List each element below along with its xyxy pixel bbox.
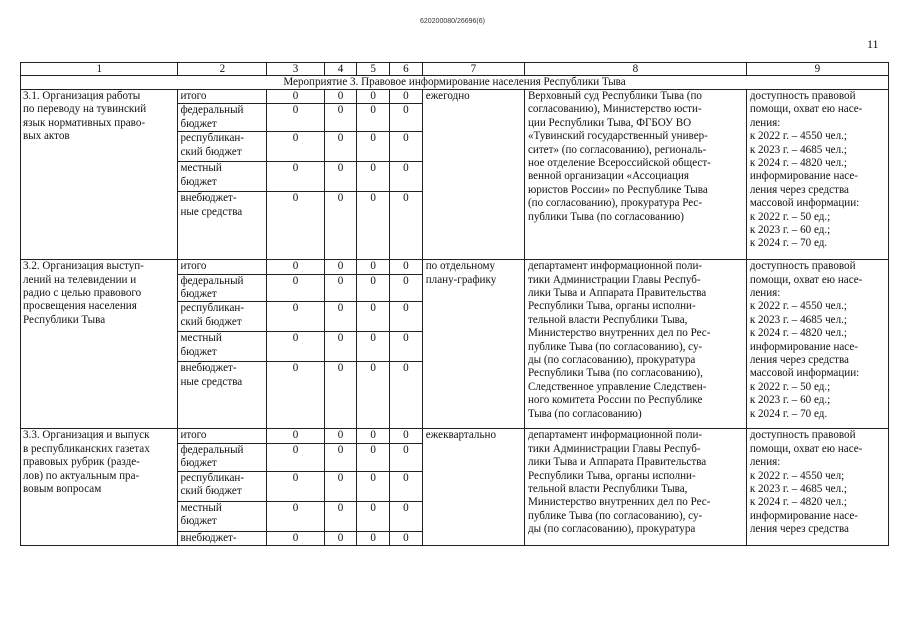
amount-cell: 0 xyxy=(324,302,357,332)
executors-cell: Верховный суд Республики Тыва (по согласованию), Министерство юсти- ции Республики Тыва, ФГБОУ ВО «Тувинский государственный универ- ситет» (по согласованию), региональ- ное отделение Всероссийской общест- венной организации «Ассоциация юристов России» по Республике Тыва (по согласованию), прокуратура Рес- публики Тыва (по согласованию) xyxy=(524,90,746,260)
funding-source: республикан- ский бюджет xyxy=(178,132,267,162)
funding-source: внебюджет- xyxy=(178,531,267,545)
executors-cell: департамент информационной поли- тики Администрации Главы Респуб- лики Тыва и Аппарата Правительства Республики Тыва, органы исполни- тельной власти Республики Тыва, Министерство внутренних дел по Рес- публике Тыва (по согласованию), су- ды (по согласованию), прокуратура xyxy=(524,429,746,546)
amount-cell: 0 xyxy=(324,471,357,501)
document-id: 620200080/26696(6) xyxy=(419,18,485,25)
column-number: 2 xyxy=(178,63,267,76)
amount-cell: 0 xyxy=(390,501,423,531)
column-number: 4 xyxy=(324,63,357,76)
amount-cell: 0 xyxy=(267,362,324,429)
amount-cell: 0 xyxy=(267,471,324,501)
amount-cell: 0 xyxy=(324,132,357,162)
amount-cell: 0 xyxy=(357,274,390,302)
table-row xyxy=(21,260,889,274)
funding-source: местный бюджет xyxy=(178,332,267,362)
amount-cell: 0 xyxy=(357,443,390,471)
period-cell: ежегодно xyxy=(422,90,524,260)
amount-cell: 0 xyxy=(390,429,423,443)
amount-cell: 0 xyxy=(267,104,324,132)
table-row xyxy=(21,90,889,104)
amount-cell: 0 xyxy=(324,104,357,132)
amount-cell: 0 xyxy=(324,531,357,545)
funding-source: республикан- ский бюджет xyxy=(178,471,267,501)
amount-cell: 0 xyxy=(390,443,423,471)
column-numbers-row xyxy=(21,63,889,76)
amount-cell: 0 xyxy=(357,362,390,429)
amount-cell: 0 xyxy=(357,501,390,531)
amount-cell: 0 xyxy=(267,332,324,362)
amount-cell: 0 xyxy=(390,162,423,192)
amount-cell: 0 xyxy=(390,260,423,274)
period-cell: ежеквартально xyxy=(422,429,524,546)
funding-source: итого xyxy=(178,429,267,443)
funding-source: местный бюджет xyxy=(178,162,267,192)
funding-source: федеральный бюджет xyxy=(178,443,267,471)
amount-cell: 0 xyxy=(357,132,390,162)
amount-cell: 0 xyxy=(267,443,324,471)
amount-cell: 0 xyxy=(357,302,390,332)
section-title-row xyxy=(21,76,889,90)
amount-cell: 0 xyxy=(357,104,390,132)
amount-cell: 0 xyxy=(324,260,357,274)
amount-cell: 0 xyxy=(267,90,324,104)
amount-cell: 0 xyxy=(324,90,357,104)
amount-cell: 0 xyxy=(357,332,390,362)
funding-source: внебюджет- ные средства xyxy=(178,192,267,260)
funding-source: федеральный бюджет xyxy=(178,104,267,132)
amount-cell: 0 xyxy=(267,132,324,162)
funding-source: республикан- ский бюджет xyxy=(178,302,267,332)
amount-cell: 0 xyxy=(390,192,423,260)
result-cell: доступность правовой помощи, охват ею насе- ления: к 2022 г. – 4550 чел.; к 2023 г. – 4685 чел.; к 2024 г. – 4820 чел.; информирование насе- ления через средства массовой информации: к 2022 г. – 50 ед.; к 2023 г. – 60 ед.; к 2024 г. – 70 ед. xyxy=(746,260,888,429)
section-title: Мероприятие 3. Правовое информирование населения Республики Тыва xyxy=(21,76,889,90)
amount-cell: 0 xyxy=(324,332,357,362)
measure-name: 3.3. Организация и выпуск в республиканских газетах правовых рубрик (разде- лов) по актуальным пра- вовым вопросам xyxy=(21,429,178,546)
amount-cell: 0 xyxy=(267,260,324,274)
amount-cell: 0 xyxy=(390,90,423,104)
amount-cell: 0 xyxy=(357,531,390,545)
amount-cell: 0 xyxy=(324,162,357,192)
amount-cell: 0 xyxy=(324,429,357,443)
column-number: 9 xyxy=(746,63,888,76)
amount-cell: 0 xyxy=(390,132,423,162)
amount-cell: 0 xyxy=(267,302,324,332)
amount-cell: 0 xyxy=(390,471,423,501)
amount-cell: 0 xyxy=(390,362,423,429)
column-number: 1 xyxy=(21,63,178,76)
amount-cell: 0 xyxy=(390,104,423,132)
amount-cell: 0 xyxy=(390,302,423,332)
amount-cell: 0 xyxy=(267,501,324,531)
amount-cell: 0 xyxy=(267,274,324,302)
column-number: 7 xyxy=(422,63,524,76)
amount-cell: 0 xyxy=(267,162,324,192)
amount-cell: 0 xyxy=(324,362,357,429)
amount-cell: 0 xyxy=(267,429,324,443)
amount-cell: 0 xyxy=(357,429,390,443)
amount-cell: 0 xyxy=(390,332,423,362)
amount-cell: 0 xyxy=(390,274,423,302)
funding-source: местный бюджет xyxy=(178,501,267,531)
column-number: 3 xyxy=(267,63,324,76)
amount-cell: 0 xyxy=(357,192,390,260)
measure-name: 3.2. Организация выступ- лений на телевидении и радио с целью правового просвещения населения Республики Тыва xyxy=(21,260,178,429)
funding-source: итого xyxy=(178,260,267,274)
column-number: 5 xyxy=(357,63,390,76)
funding-source: федеральный бюджет xyxy=(178,274,267,302)
amount-cell: 0 xyxy=(390,531,423,545)
amount-cell: 0 xyxy=(324,443,357,471)
result-cell: доступность правовой помощи, охват ею насе- ления: к 2022 г. – 4550 чел.; к 2023 г. – 4685 чел.; к 2024 г. – 4820 чел.; информирование насе- ления через средства массовой информации: к 2022 г. – 50 ед.; к 2023 г. – 60 ед.; к 2024 г. – 70 ед. xyxy=(746,90,888,260)
amount-cell: 0 xyxy=(357,471,390,501)
result-cell: доступность правовой помощи, охват ею насе- ления: к 2022 г. – 4550 чел; к 2023 г. – 4685 чел.; к 2024 г. – 4820 чел.; информирование насе- ления через средства xyxy=(746,429,888,546)
column-number: 6 xyxy=(390,63,423,76)
period-cell: по отдельному плану-графику xyxy=(422,260,524,429)
page-number: 11 xyxy=(867,37,879,51)
column-number: 8 xyxy=(524,63,746,76)
amount-cell: 0 xyxy=(324,192,357,260)
measures-table xyxy=(20,62,889,546)
amount-cell: 0 xyxy=(267,192,324,260)
amount-cell: 0 xyxy=(324,274,357,302)
amount-cell: 0 xyxy=(267,531,324,545)
amount-cell: 0 xyxy=(357,260,390,274)
table-row xyxy=(21,429,889,443)
measure-name: 3.1. Организация работы по переводу на тувинский язык нормативных право- вых актов xyxy=(21,90,178,260)
amount-cell: 0 xyxy=(324,501,357,531)
amount-cell: 0 xyxy=(357,90,390,104)
executors-cell: департамент информационной поли- тики Администрации Главы Респуб- лики Тыва и Аппарата Правительства Республики Тыва, органы исполни- тельной власти Республики Тыва, Министерство внутренних дел по Рес- публике Тыва (по согласованию), су- ды (по согласованию), прокуратура Республики Тыва (по согласованию), Следственное управление Следствен- ного комитета России по Республике Тыва (по согласованию) xyxy=(524,260,746,429)
funding-source: итого xyxy=(178,90,267,104)
funding-source: внебюджет- ные средства xyxy=(178,362,267,429)
amount-cell: 0 xyxy=(357,162,390,192)
